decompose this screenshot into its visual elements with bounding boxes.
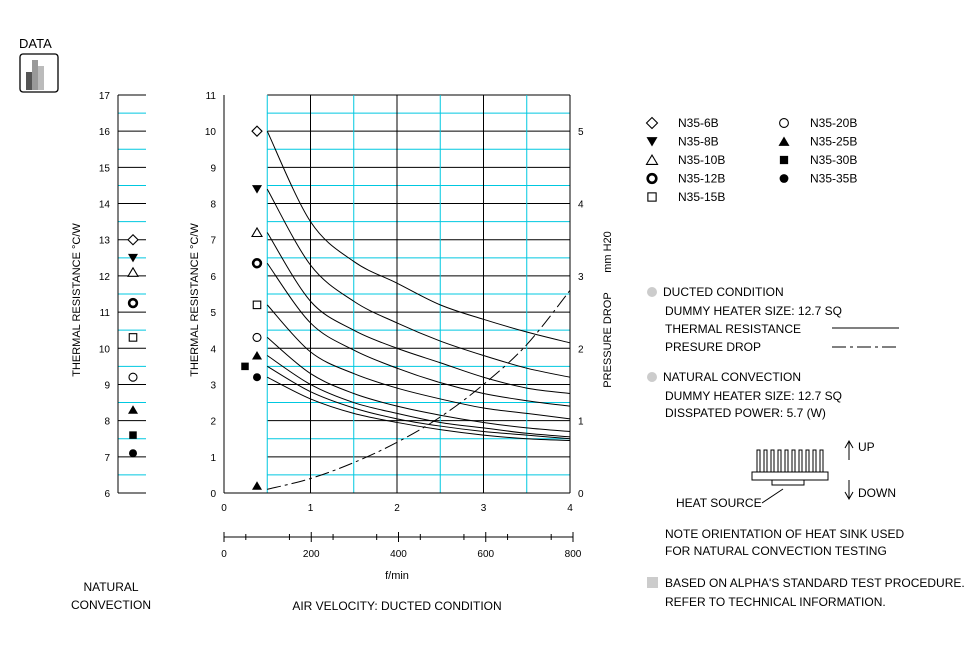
data-label: DATA	[19, 36, 52, 51]
main-y-tick-label: 2	[210, 416, 216, 428]
procedure-note-line2: REFER TO TECHNICAL INFORMATION.	[665, 595, 886, 609]
ducted-start-n35-25b	[252, 351, 262, 360]
main-y-tick-label: 7	[210, 235, 216, 247]
natural-point-n35-20b	[129, 373, 137, 381]
left-y-tick-label: 12	[98, 271, 110, 283]
main-y2-tick-label: 2	[578, 344, 584, 356]
ducted-start-n35-35b	[253, 373, 261, 381]
legend-marker-n35-30b	[780, 156, 788, 164]
orientation-note-line2: FOR NATURAL CONVECTION TESTING	[665, 544, 887, 558]
procedure-note-line1: BASED ON ALPHA'S STANDARD TEST PROCEDURE.	[665, 576, 965, 590]
legend-label-n35-8b: N35-8B	[678, 134, 719, 149]
main-y2-axis-label: PRESSURE DROP	[602, 292, 614, 388]
main-y-tick-label: 11	[205, 91, 216, 102]
main-y-axis-label: THERMAL RESISTANCE °C/W	[189, 223, 201, 377]
heat-sink-fin	[778, 450, 781, 472]
left-y-tick-label: 17	[98, 91, 110, 102]
main-y-tick-label: 3	[210, 380, 216, 392]
left-y-tick-label: 11	[99, 308, 110, 320]
ducted-start-n35-10b	[252, 228, 262, 237]
thermal-curve-1	[267, 131, 570, 343]
left-y-tick-label: 6	[104, 489, 110, 500]
heat-sink-fin	[813, 450, 816, 472]
ducted-start-n35-30b	[241, 363, 249, 371]
fmin-tick-label: 200	[302, 549, 320, 560]
left-y-tick-label: 8	[104, 416, 110, 428]
natural-point-n35-25b	[128, 405, 138, 414]
heat-sink-fin	[771, 450, 774, 472]
legend-label-n35-25b: N35-25B	[810, 134, 858, 149]
heat-sink-base	[752, 472, 828, 480]
main-x-tick-label: 4	[567, 503, 573, 514]
ducted-title: DUCTED CONDITION	[663, 285, 784, 299]
heat-sink-fin	[792, 450, 795, 472]
ducted-start-n35-20b	[253, 333, 261, 341]
legend-marker-n35-25b	[779, 137, 790, 146]
legend-label-n35-15b: N35-15B	[678, 190, 726, 204]
natural-point-n35-10b	[128, 268, 138, 277]
heat-sink-fin	[764, 450, 767, 472]
bar-chart-icon	[20, 54, 58, 92]
left-y-tick-label: 16	[98, 127, 110, 139]
natural-caption-line1: NATURAL	[83, 580, 139, 594]
fmin-tick-label: 0	[221, 549, 227, 560]
main-x-tick-label: 3	[480, 503, 487, 514]
legend-label-n35-20b: N35-20B	[810, 116, 858, 130]
procedure-bullet-icon	[647, 577, 658, 588]
ducted-start-markers	[241, 126, 262, 490]
main-y-tick-label: 5	[210, 308, 216, 320]
heat-source-block	[772, 480, 804, 485]
natural-point-n35-6b	[128, 235, 138, 245]
x-axis-title: AIR VELOCITY: DUCTED CONDITION	[292, 599, 502, 613]
main-y2-tick-label: 3	[578, 271, 584, 283]
ducted-y2-ticks	[578, 127, 584, 500]
main-y-tick-label: 8	[210, 199, 216, 211]
ducted-x2-ticks	[221, 532, 582, 560]
natural-point-n35-15b	[129, 334, 137, 342]
natural-heater-size: DUMMY HEATER SIZE: 12.7 SQ	[665, 389, 842, 403]
ducted-start-n35-12b	[253, 259, 261, 267]
left-y-tick-label: 13	[98, 235, 110, 247]
ducted-start-pressure	[252, 481, 262, 490]
legend-label-n35-35b: N35-35B	[810, 171, 858, 186]
legend-marker-n35-10b	[647, 155, 658, 164]
legend-label-n35-10b: N35-10B	[678, 153, 726, 167]
legend-label-n35-12b: N35-12B	[678, 171, 726, 186]
legend-marker-n35-12b	[648, 174, 657, 183]
main-y-tick-label: 4	[210, 344, 216, 356]
natural-point-n35-35b	[129, 449, 137, 457]
orientation-note-line1: NOTE ORIENTATION OF HEAT SINK USED	[665, 527, 905, 541]
x-unit-label: f/min	[385, 570, 409, 582]
main-y2-tick-label: 5	[578, 127, 584, 139]
natural-point-n35-12b	[129, 299, 137, 307]
main-y-tick-label: 10	[204, 127, 216, 139]
heat-source-leader	[762, 489, 783, 503]
left-y-tick-label: 14	[98, 199, 110, 211]
natural-point-n35-30b	[129, 431, 137, 439]
down-arrow-icon	[845, 480, 853, 499]
natural-convection-y-ticks	[99, 91, 111, 500]
left-y-tick-label: 15	[98, 163, 110, 175]
natural-bullet-icon	[647, 372, 657, 382]
natural-caption-line2: CONVECTION	[70, 598, 152, 612]
ducted-grid	[224, 95, 570, 493]
natural-convection-points	[128, 235, 138, 457]
fmin-tick-label: 400	[390, 549, 407, 560]
up-label: UP	[858, 440, 875, 454]
legend-marker-n35-6b	[647, 118, 658, 129]
thermal-curve-3	[267, 232, 570, 393]
left-y-tick-label: 7	[104, 452, 110, 464]
heat-sink-fin	[806, 450, 809, 472]
legend-marker-n35-20b	[780, 119, 789, 128]
fmin-tick-label: 800	[564, 549, 582, 560]
main-y2-tick-label: 1	[578, 416, 584, 428]
heat-sink-fin	[799, 450, 802, 472]
left-y-tick-label: 9	[104, 380, 110, 392]
main-y2-tick-label: 0	[578, 489, 584, 500]
natural-dissipated-power: DISSPATED POWER: 5.7 (W)	[665, 406, 826, 420]
main-y2-tick-label: 4	[578, 199, 584, 211]
legend-marker-n35-8b	[647, 137, 658, 146]
natural-title: NATURAL CONVECTION	[663, 370, 802, 384]
fmin-tick-label: 600	[477, 549, 495, 560]
main-y-tick-label: 0	[210, 489, 216, 500]
main-y-tick-label: 1	[210, 452, 216, 464]
ducted-x-ticks	[221, 503, 573, 514]
ducted-thermal-label: THERMAL RESISTANCE	[665, 322, 802, 336]
main-x-tick-label: 2	[394, 503, 400, 514]
thermal-curve-5	[267, 305, 570, 419]
down-label: DOWN	[858, 486, 896, 500]
ducted-pressure-label: PRESURE DROP	[665, 340, 762, 354]
legend-marker-n35-15b	[648, 193, 656, 201]
left-y-tick-label: 10	[98, 344, 110, 356]
ducted-bullet-icon	[647, 287, 657, 297]
left-y-axis-label: THERMAL RESISTANCE °C/W	[71, 223, 83, 377]
heat-sink-fin	[757, 450, 760, 472]
legend-label-n35-6b: N35-6B	[678, 116, 719, 130]
main-y-tick-label: 6	[210, 271, 216, 283]
legend-label-n35-30b: N35-30B	[810, 153, 858, 167]
ducted-start-n35-15b	[253, 301, 261, 309]
main-x-tick-label: 1	[307, 503, 314, 514]
heat-sink-icon	[752, 450, 828, 485]
heat-sink-fin	[820, 450, 823, 472]
thermal-curve-2	[267, 189, 570, 377]
ducted-y-ticks	[205, 91, 217, 500]
main-y-tick-label: 9	[210, 163, 216, 175]
legend-marker-n35-35b	[780, 174, 789, 183]
main-y2-unit: mm H20	[602, 231, 614, 273]
ducted-start-n35-8b	[252, 185, 262, 194]
heat-source-label: HEAT SOURCE	[676, 496, 762, 510]
thermal-curve-9	[267, 377, 570, 440]
ducted-start-n35-6b	[252, 126, 262, 136]
up-arrow-icon	[845, 441, 853, 460]
legend	[647, 116, 858, 204]
thermal-resistance-curves	[267, 131, 570, 440]
heat-sink-fin	[785, 450, 788, 472]
pressure-drop-curve	[267, 290, 570, 489]
main-x-tick-label: 0	[221, 503, 227, 514]
ducted-heater-size: DUMMY HEATER SIZE: 12.7 SQ	[665, 304, 842, 318]
